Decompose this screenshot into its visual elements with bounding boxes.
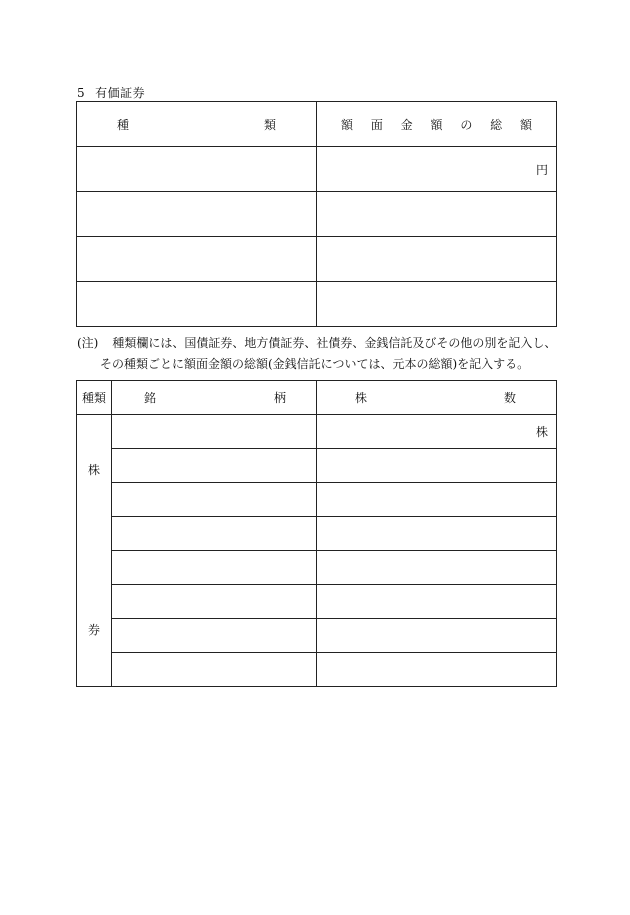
header-kind-char: 類 (263, 117, 276, 132)
brand-cell-input[interactable] (112, 653, 317, 687)
unit-yen: 円 (535, 162, 548, 177)
header-amount-char: の (460, 117, 473, 132)
stock-kind-cell (77, 415, 112, 687)
header-shares-char: 株 (355, 391, 368, 405)
table-row (77, 449, 557, 483)
brand-cell-input[interactable] (112, 585, 317, 619)
brand-cell-input[interactable] (112, 517, 317, 551)
amount-cell-input[interactable] (317, 237, 557, 282)
brand-cell-input[interactable] (112, 415, 317, 449)
section-title (77, 84, 145, 101)
header-amount-char: 額 (430, 117, 443, 132)
unit-shares: 株 (535, 425, 548, 439)
shares-cell-input[interactable] (317, 653, 557, 687)
section-title-text: 有価証券 (95, 86, 146, 100)
note-line-2 (100, 354, 529, 374)
header-amount-char: 金 (400, 117, 413, 132)
stock-kind-char-top: 株 (87, 463, 100, 477)
stock-table-header (77, 381, 557, 415)
shares-cell-input[interactable] (317, 517, 557, 551)
header-amount-char: 面 (370, 117, 383, 132)
brand-cell-input[interactable] (112, 619, 317, 653)
note-tag: (注) (77, 336, 99, 350)
table-row (77, 415, 557, 449)
table-row (77, 237, 557, 282)
shares-cell-input[interactable] (317, 585, 557, 619)
header-brand-char: 柄 (273, 391, 286, 405)
header-kind (77, 102, 317, 147)
header-shares (317, 381, 557, 415)
kind-cell-input[interactable] (77, 192, 317, 237)
table-row (77, 585, 557, 619)
header-amount-char: 総 (490, 117, 503, 132)
header-kind-char: 種 (117, 117, 130, 132)
header-amount-char: 額 (341, 117, 354, 132)
securities-table (76, 101, 557, 327)
stock-table (76, 380, 557, 687)
amount-cell-input[interactable] (317, 147, 557, 192)
shares-cell-input[interactable] (317, 619, 557, 653)
table-row (77, 282, 557, 327)
brand-cell-input[interactable] (112, 449, 317, 483)
header-brand-char: 銘 (144, 391, 157, 405)
shares-cell-input[interactable] (317, 483, 557, 517)
table-row (77, 147, 557, 192)
brand-cell-input[interactable] (112, 483, 317, 517)
note-text-2: その種類ごとに額面金額の総額(金銭信託については、元本の総額)を記入する。 (100, 357, 530, 371)
shares-cell-input[interactable] (317, 449, 557, 483)
note-text-1: 種類欄には、国債証券、地方債証券、社債券、金銭信託及びその他の別を記入し、 (112, 336, 557, 350)
amount-cell-input[interactable] (317, 192, 557, 237)
kind-cell-input[interactable] (77, 282, 317, 327)
securities-table-header (77, 102, 557, 147)
amount-cell-input[interactable] (317, 282, 557, 327)
header-stock-kind: 種類 (77, 381, 112, 415)
kind-cell-input[interactable] (77, 237, 317, 282)
table-row (77, 483, 557, 517)
header-amount-char: 額 (519, 117, 532, 132)
stock-kind-char-bottom: 券 (87, 623, 100, 637)
table-row (77, 653, 557, 687)
section-number: 5 (77, 86, 86, 100)
table-row (77, 192, 557, 237)
header-brand (112, 381, 317, 415)
table-row (77, 619, 557, 653)
brand-cell-input[interactable] (112, 551, 317, 585)
shares-cell-input[interactable] (317, 415, 557, 449)
kind-cell-input[interactable] (77, 147, 317, 192)
header-amount (317, 102, 557, 147)
note-line-1 (77, 333, 556, 353)
header-shares-char: 数 (503, 391, 516, 405)
table-row (77, 517, 557, 551)
table-row (77, 551, 557, 585)
shares-cell-input[interactable] (317, 551, 557, 585)
